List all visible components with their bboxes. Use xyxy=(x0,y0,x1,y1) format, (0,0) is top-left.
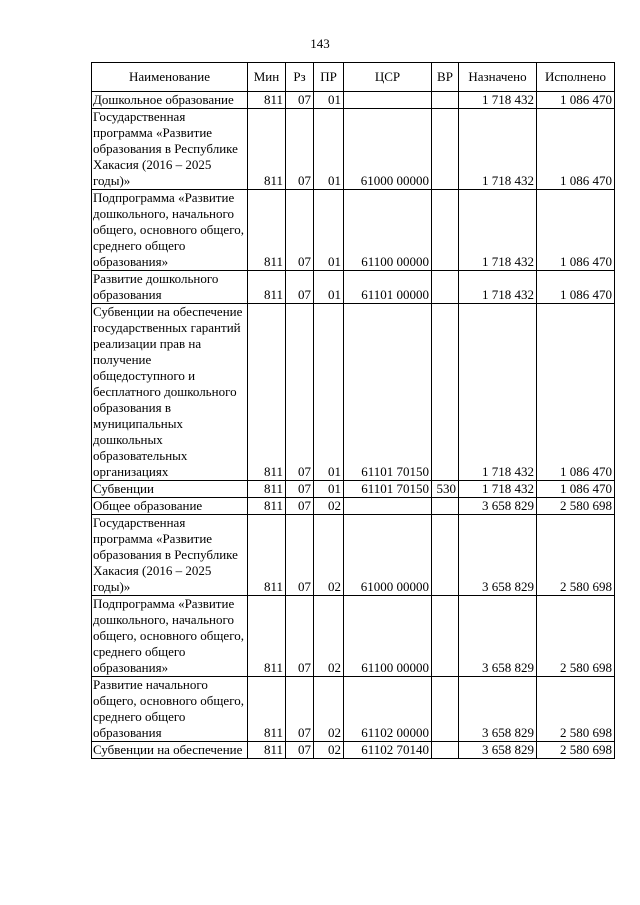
cell-assigned: 3 658 829 xyxy=(459,742,537,759)
table-row xyxy=(92,742,615,759)
cell-executed: 1 086 470 xyxy=(537,271,615,304)
cell-min: 811 xyxy=(248,92,286,109)
table-row xyxy=(92,92,615,109)
cell-name: Субвенции xyxy=(92,481,248,498)
cell-min: 811 xyxy=(248,515,286,596)
cell-pr: 02 xyxy=(314,596,344,677)
cell-csr: 61100 00000 xyxy=(344,596,432,677)
cell-vr: 530 xyxy=(432,481,459,498)
cell-min: 811 xyxy=(248,190,286,271)
cell-name: Подпрограмма «Развитие дошкольного, начального общего, основного общего, среднего общего образования» xyxy=(92,596,248,677)
cell-vr xyxy=(432,109,459,190)
cell-vr xyxy=(432,498,459,515)
cell-min: 811 xyxy=(248,481,286,498)
budget-table xyxy=(91,62,615,759)
table-row xyxy=(92,271,615,304)
cell-name: Дошкольное образование xyxy=(92,92,248,109)
cell-executed: 2 580 698 xyxy=(537,498,615,515)
cell-vr xyxy=(432,742,459,759)
cell-assigned: 1 718 432 xyxy=(459,304,537,481)
cell-rz: 07 xyxy=(286,677,314,742)
cell-rz: 07 xyxy=(286,271,314,304)
table-row xyxy=(92,677,615,742)
cell-csr xyxy=(344,498,432,515)
page-number: 143 xyxy=(310,36,330,51)
cell-vr xyxy=(432,304,459,481)
cell-rz: 07 xyxy=(286,481,314,498)
cell-assigned: 1 718 432 xyxy=(459,190,537,271)
table-row xyxy=(92,498,615,515)
cell-vr xyxy=(432,596,459,677)
cell-executed: 2 580 698 xyxy=(537,596,615,677)
cell-rz: 07 xyxy=(286,742,314,759)
header-csr: ЦСР xyxy=(344,63,432,92)
cell-assigned: 3 658 829 xyxy=(459,515,537,596)
cell-rz: 07 xyxy=(286,109,314,190)
table-header-row xyxy=(92,63,615,92)
header-name: Наименование xyxy=(92,63,248,92)
cell-rz: 07 xyxy=(286,596,314,677)
cell-assigned: 3 658 829 xyxy=(459,677,537,742)
cell-pr: 01 xyxy=(314,92,344,109)
cell-name: Развитие начального общего, основного общего, среднего общего образования xyxy=(92,677,248,742)
cell-vr xyxy=(432,515,459,596)
header-pr: ПР xyxy=(314,63,344,92)
cell-csr: 61000 00000 xyxy=(344,515,432,596)
cell-name: Развитие дошкольного образования xyxy=(92,271,248,304)
cell-min: 811 xyxy=(248,677,286,742)
cell-pr: 02 xyxy=(314,515,344,596)
table-row xyxy=(92,304,615,481)
cell-executed: 1 086 470 xyxy=(537,109,615,190)
cell-pr: 01 xyxy=(314,109,344,190)
cell-csr: 61101 70150 xyxy=(344,481,432,498)
cell-min: 811 xyxy=(248,742,286,759)
cell-pr: 01 xyxy=(314,304,344,481)
header-vr: ВР xyxy=(432,63,459,92)
cell-rz: 07 xyxy=(286,515,314,596)
cell-csr: 61102 00000 xyxy=(344,677,432,742)
cell-rz: 07 xyxy=(286,498,314,515)
header-rz: Рз xyxy=(286,63,314,92)
cell-csr: 61102 70140 xyxy=(344,742,432,759)
cell-assigned: 1 718 432 xyxy=(459,271,537,304)
cell-csr: 61101 70150 xyxy=(344,304,432,481)
cell-rz: 07 xyxy=(286,190,314,271)
cell-csr xyxy=(344,92,432,109)
cell-assigned: 3 658 829 xyxy=(459,596,537,677)
header-assigned: Назначено xyxy=(459,63,537,92)
cell-name: Субвенции на обеспечение xyxy=(92,742,248,759)
cell-min: 811 xyxy=(248,109,286,190)
cell-min: 811 xyxy=(248,498,286,515)
cell-executed: 2 580 698 xyxy=(537,677,615,742)
cell-executed: 1 086 470 xyxy=(537,190,615,271)
cell-vr xyxy=(432,190,459,271)
cell-executed: 1 086 470 xyxy=(537,92,615,109)
cell-assigned: 1 718 432 xyxy=(459,92,537,109)
table-body xyxy=(92,92,615,759)
header-executed: Исполнено xyxy=(537,63,615,92)
cell-pr: 01 xyxy=(314,190,344,271)
cell-csr: 61101 00000 xyxy=(344,271,432,304)
table-row xyxy=(92,515,615,596)
cell-pr: 01 xyxy=(314,481,344,498)
cell-rz: 07 xyxy=(286,304,314,481)
cell-min: 811 xyxy=(248,304,286,481)
cell-name: Государственная программа «Развитие образования в Республике Хакасия (2016 – 2025 годы)» xyxy=(92,515,248,596)
cell-vr xyxy=(432,677,459,742)
table-row xyxy=(92,596,615,677)
cell-vr xyxy=(432,271,459,304)
table-row xyxy=(92,481,615,498)
cell-csr: 61100 00000 xyxy=(344,190,432,271)
cell-executed: 1 086 470 xyxy=(537,304,615,481)
cell-name: Подпрограмма «Развитие дошкольного, начального общего, основного общего, среднего общего образования» xyxy=(92,190,248,271)
cell-name: Общее образование xyxy=(92,498,248,515)
cell-min: 811 xyxy=(248,596,286,677)
cell-csr: 61000 00000 xyxy=(344,109,432,190)
table-row xyxy=(92,109,615,190)
table-row xyxy=(92,190,615,271)
cell-rz: 07 xyxy=(286,92,314,109)
cell-name: Государственная программа «Развитие образования в Республике Хакасия (2016 – 2025 годы)» xyxy=(92,109,248,190)
cell-pr: 01 xyxy=(314,271,344,304)
cell-pr: 02 xyxy=(314,498,344,515)
cell-assigned: 3 658 829 xyxy=(459,498,537,515)
cell-executed: 1 086 470 xyxy=(537,481,615,498)
cell-pr: 02 xyxy=(314,677,344,742)
cell-name: Субвенции на обеспечение государственных гарантий реализации прав на получение общедоступного и бесплатного дошкольного образования в муниципальных дошкольных образовательных организациях xyxy=(92,304,248,481)
cell-pr: 02 xyxy=(314,742,344,759)
cell-vr xyxy=(432,92,459,109)
cell-assigned: 1 718 432 xyxy=(459,481,537,498)
header-min: Мин xyxy=(248,63,286,92)
cell-executed: 2 580 698 xyxy=(537,742,615,759)
cell-assigned: 1 718 432 xyxy=(459,109,537,190)
cell-executed: 2 580 698 xyxy=(537,515,615,596)
cell-min: 811 xyxy=(248,271,286,304)
